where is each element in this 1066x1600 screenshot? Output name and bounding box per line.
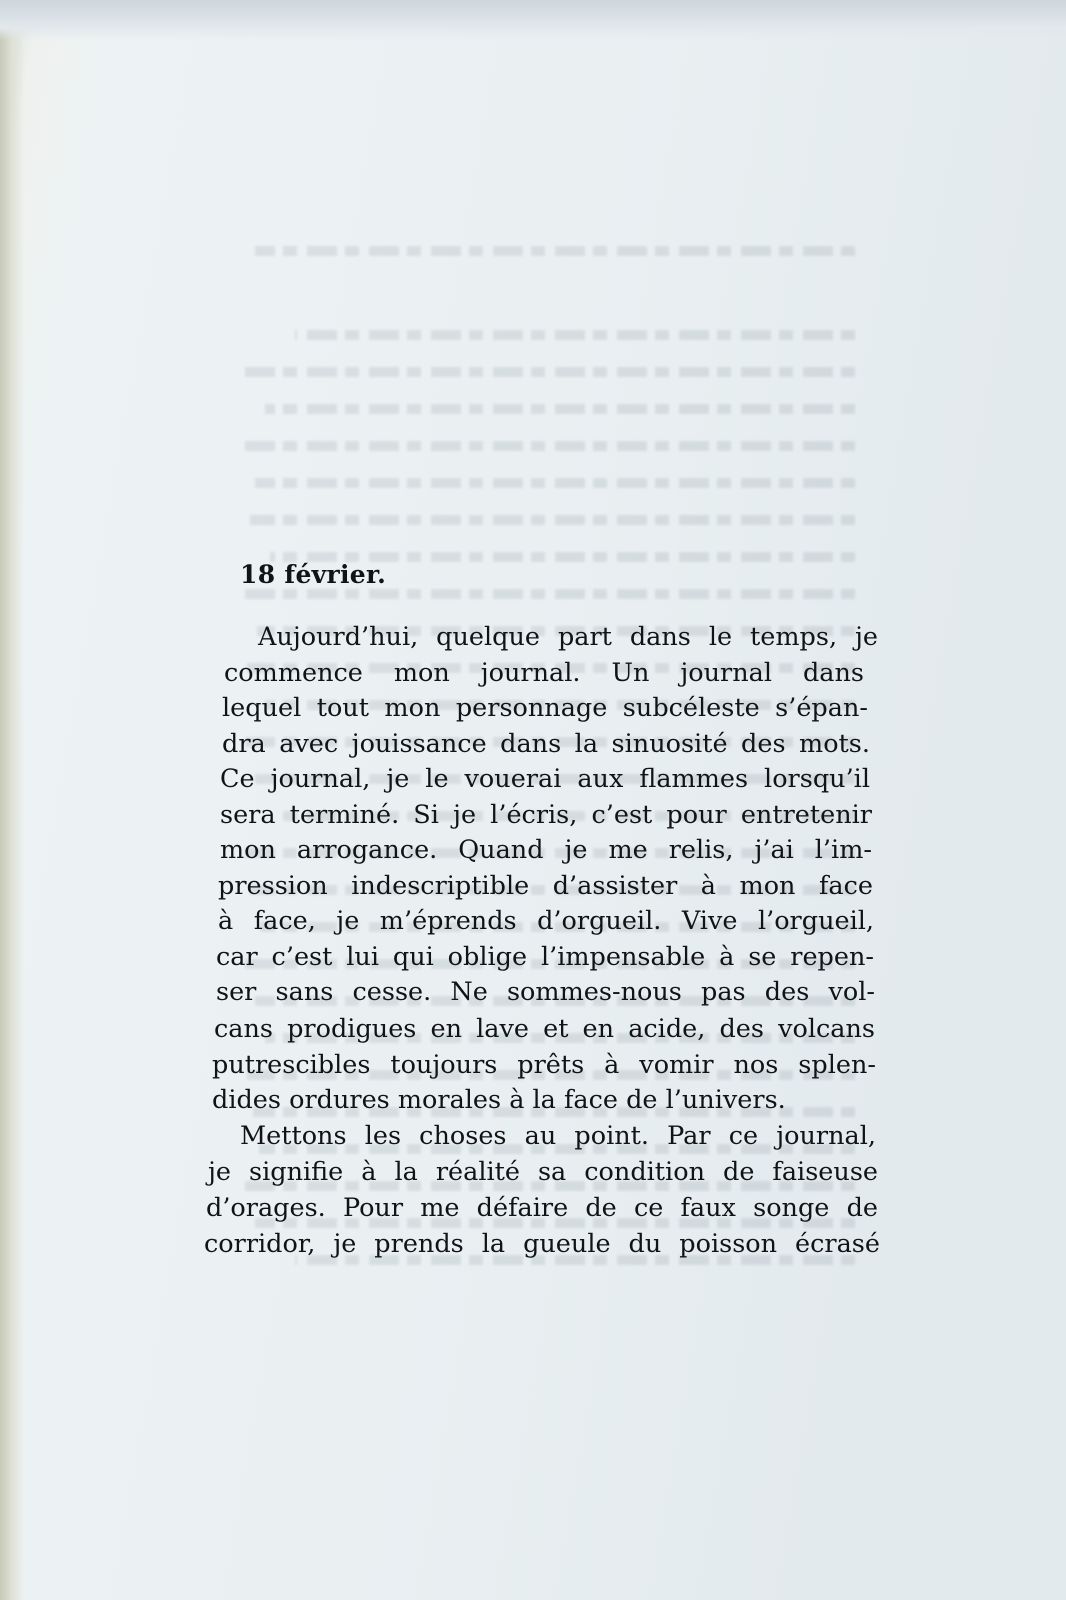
text-line: Mettons les choses au point. Par ce journal,: [240, 1121, 876, 1151]
page-gutter-shadow: [0, 0, 24, 1600]
text-line: car c’est lui qui oblige l’impensable à se repen-: [216, 942, 874, 972]
text-line: à face, je m’éprends d’orgueil. Vive l’orgueil,: [218, 906, 874, 936]
text-line: Aujourd’hui, quelque part dans le temps, je: [258, 622, 878, 652]
text-line: lequel tout mon personnage subcéleste s’épan-: [222, 693, 868, 723]
text-line: d’orages. Pour me défaire de ce faux songe de: [206, 1193, 878, 1223]
text-line: putrescibles toujours prêts à vomir nos splen-: [212, 1050, 876, 1080]
text-line: dides ordures morales à la face de l’univers.: [212, 1085, 786, 1115]
text-line: je signifie à la réalité sa condition de faiseuse: [208, 1157, 878, 1187]
page-top-edge: [0, 0, 1066, 40]
text-line: Ce journal, je le vouerai aux flammes lorsqu’il: [220, 764, 870, 794]
text-line: cans prodigues en lave et en acide, des volcans: [214, 1014, 875, 1044]
text-line: mon arrogance. Quand je me relis, j’ai l’im-: [220, 835, 872, 865]
entry-date-heading: 18 février.: [240, 560, 387, 589]
text-line: dra avec jouissance dans la sinuosité des mots.: [222, 729, 870, 759]
text-line: sera terminé. Si je l’écris, c’est pour entretenir: [220, 800, 872, 830]
text-line: ser sans cesse. Ne sommes-nous pas des vol-: [216, 977, 875, 1007]
text-line: pression indescriptible d’assister à mon face: [218, 871, 873, 901]
text-line: corridor, je prends la gueule du poisson écrasé: [204, 1229, 880, 1259]
text-line: commence mon journal. Un journal dans: [224, 658, 864, 688]
